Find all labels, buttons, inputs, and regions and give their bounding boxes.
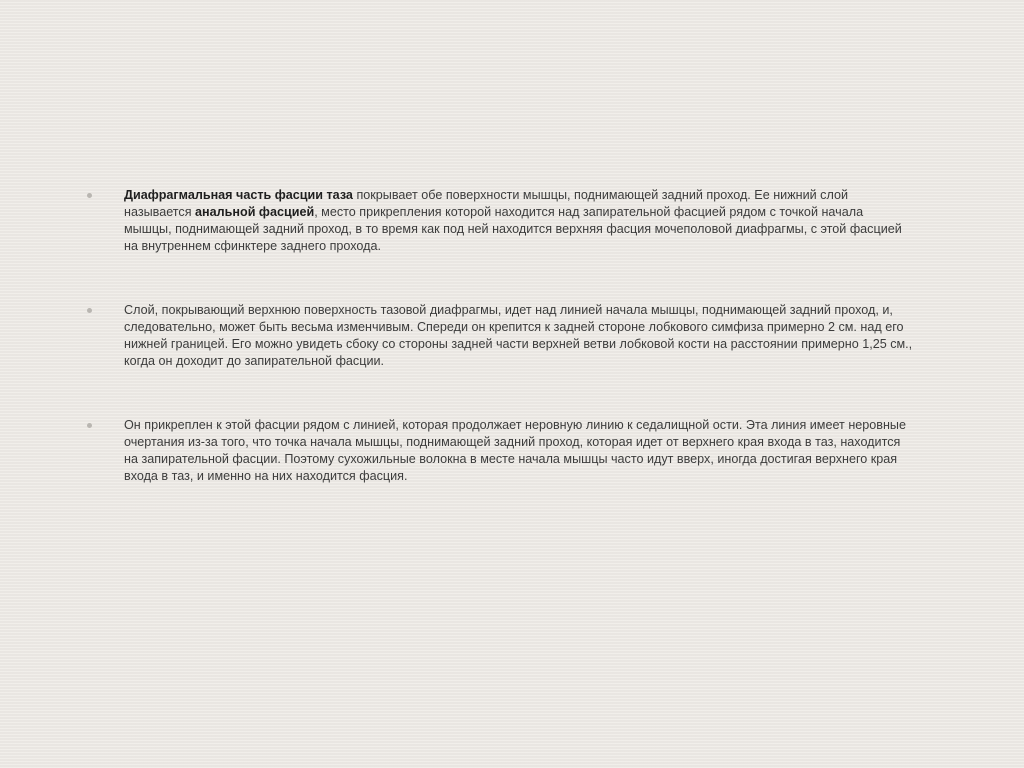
text-segment: , место прикрепления которой находится над запирательной фасцией рядом с точкой начала мышцы, поднимающей задний проход, в то время как под ней находится верхняя фасция мочеполовой диафрагмы, с этой фасцией на внутреннем сфинктере заднего прохода.: [124, 205, 902, 253]
bullet-text-3: Он прикреплен к этой фасции рядом с линией, которая продолжает неровную линию к седалищной ости. Эта линия имеет неровные очертания из-за того, что точка начала мышцы, поднимающей задний проход, которая идет от верхнего края входа в таз, находится на запирательной фасции. Поэтому сухожильные волокна в месте начала мышцы часто идут вверх, иногда достигая верхнего края входа в таз, и именно на них находится фасция.: [124, 418, 906, 483]
bullet-text-2: Слой, покрывающий верхнюю поверхность тазовой диафрагмы, идет над линией начала мышцы, поднимающей задний проход, и, следовательно, может быть весьма изменчивым. Спереди он крепится к задней стороне лобкового симфиза примерно 2 см. над его нижней границей. Его можно увидеть сбоку со стороны задней части верхней ветви лобковой кости на расстоянии примерно 1,25 см., когда он доходит до запирательной фасции.: [124, 303, 913, 368]
bullet-item-3: [124, 417, 914, 485]
bullet-item-2: [124, 302, 914, 370]
bold-term: Диафрагмальная часть фасции таза: [124, 188, 353, 202]
text-segment: покрывает обе поверхности мышцы, поднимающей задний проход. Ее нижний слой называется: [124, 188, 848, 219]
bullet-dot-icon: [87, 308, 92, 313]
bullet-item-1: [124, 187, 914, 255]
bullet-text-1: [124, 187, 914, 255]
bullet-dot-icon: [87, 423, 92, 428]
bullet-dot-icon: [87, 193, 92, 198]
bold-term: анальной фасцией: [195, 205, 315, 219]
